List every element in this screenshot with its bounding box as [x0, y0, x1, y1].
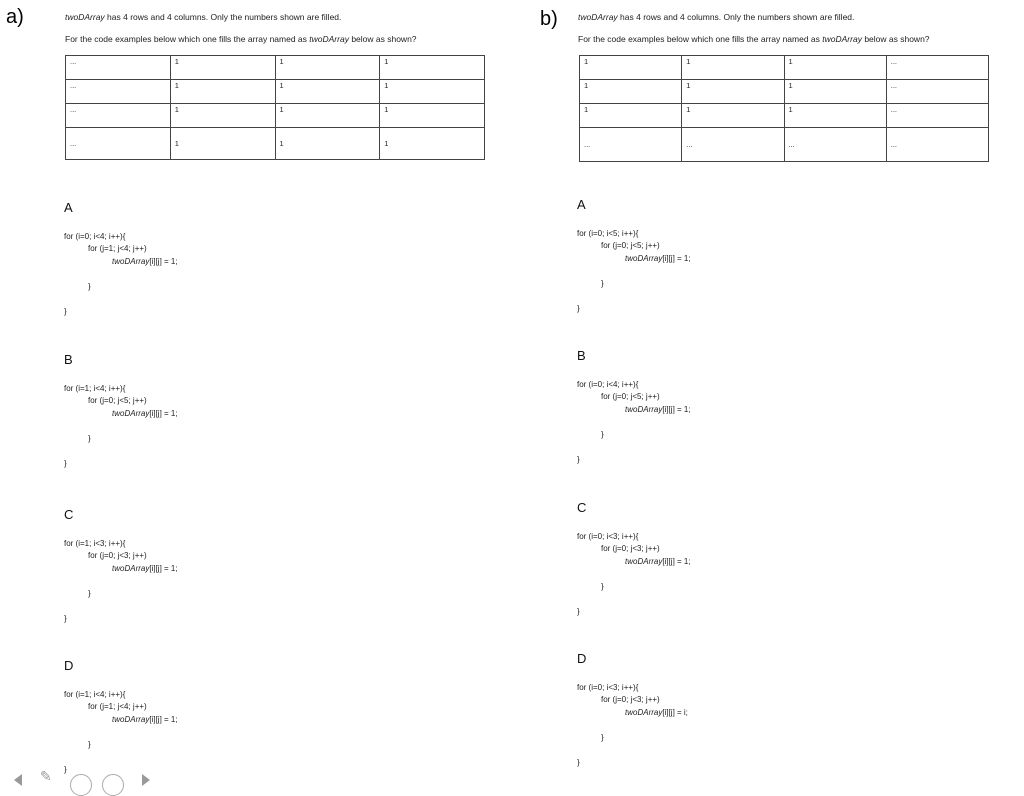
assignment-text: [i][j] = 1; — [149, 409, 178, 418]
option-letter: C — [577, 500, 587, 515]
table-cell: 1 — [275, 56, 380, 80]
table-cell: 1 — [275, 104, 380, 128]
inner-loop-line: for (j=0; j<3; j++) — [88, 551, 147, 560]
assignment-line — [625, 708, 688, 717]
variable-name: twoDArray — [625, 557, 663, 566]
table-row — [66, 56, 485, 80]
outer-loop-line: for (i=0; i<4; i++){ — [64, 232, 126, 241]
table-cell: 1 — [170, 128, 275, 160]
next-arrow-icon[interactable] — [142, 774, 150, 786]
table-row — [580, 128, 989, 162]
table-cell: ... — [886, 80, 988, 104]
table-cell: ... — [682, 128, 784, 162]
table-cell: 1 — [580, 80, 682, 104]
pen-icon[interactable]: ✎ — [40, 768, 52, 784]
option-letter: D — [577, 651, 587, 666]
panel-b-question-line1 — [578, 12, 854, 22]
table-cell: 1 — [380, 128, 485, 160]
variable-name: twoDArray — [65, 12, 105, 22]
assignment-line — [112, 564, 178, 573]
table-cell: 1 — [784, 80, 886, 104]
table-cell: 1 — [380, 80, 485, 104]
outer-closing-brace: } — [64, 614, 67, 623]
outer-loop-line: for (i=0; i<5; i++){ — [577, 229, 639, 238]
question-text: below as shown? — [348, 34, 417, 44]
variable-name: twoDArray — [112, 715, 150, 724]
table-cell: ... — [580, 128, 682, 162]
panel-a-question-line2 — [65, 34, 417, 44]
assignment-text: [i][j] = 1; — [662, 254, 691, 263]
table-row — [66, 104, 485, 128]
assignment-text: [i][j] = 1; — [662, 405, 691, 414]
panel-a-question-line1 — [65, 12, 341, 22]
outer-closing-brace: } — [577, 607, 580, 616]
option-letter: B — [64, 352, 73, 367]
table-cell: 1 — [380, 104, 485, 128]
table-cell: ... — [886, 128, 988, 162]
previous-arrow-icon[interactable] — [14, 774, 22, 786]
option-letter: D — [64, 658, 74, 673]
panel-b-array-table — [579, 55, 989, 162]
inner-closing-brace: } — [88, 740, 91, 749]
assignment-text: [i][j] = 1; — [662, 557, 691, 566]
table-cell: 1 — [380, 56, 485, 80]
variable-name: twoDArray — [309, 34, 349, 44]
variable-name: twoDArray — [625, 254, 663, 263]
table-row — [580, 56, 989, 80]
zoom-icon[interactable] — [70, 774, 92, 796]
table-cell: 1 — [170, 56, 275, 80]
table-cell: 1 — [682, 104, 784, 128]
question-text: has 4 rows and 4 columns. Only the numbers shown are filled. — [617, 12, 855, 22]
assignment-line — [625, 405, 691, 414]
table-cell: ... — [886, 56, 988, 80]
outer-loop-line: for (i=0; i<3; i++){ — [577, 683, 639, 692]
table-cell: 1 — [682, 56, 784, 80]
menu-icon[interactable] — [102, 774, 124, 796]
table-row — [66, 128, 485, 160]
table-cell: ... — [66, 128, 171, 160]
table-row — [580, 80, 989, 104]
inner-closing-brace: } — [601, 582, 604, 591]
table-cell: 1 — [170, 80, 275, 104]
inner-loop-line: for (j=1; j<4; j++) — [88, 244, 147, 253]
table-cell: 1 — [784, 56, 886, 80]
variable-name: twoDArray — [625, 405, 663, 414]
option-letter: A — [577, 197, 586, 212]
table-cell: 1 — [580, 104, 682, 128]
outer-loop-line: for (i=0; i<4; i++){ — [577, 380, 639, 389]
slide-nav-controls — [14, 764, 164, 784]
table-cell: ... — [886, 104, 988, 128]
table-cell: ... — [66, 56, 171, 80]
table-cell: 1 — [275, 128, 380, 160]
option-letter: C — [64, 507, 74, 522]
panel-b-label: b) — [540, 8, 558, 30]
table-cell: 1 — [682, 80, 784, 104]
panel-a — [0, 0, 512, 784]
inner-loop-line: for (j=1; j<4; j++) — [88, 702, 147, 711]
question-text: has 4 rows and 4 columns. Only the numbers shown are filled. — [104, 12, 342, 22]
inner-loop-line: for (j=0; j<3; j++) — [601, 544, 660, 553]
table-cell: ... — [66, 104, 171, 128]
variable-name: twoDArray — [625, 708, 663, 717]
table-cell: 1 — [275, 80, 380, 104]
table-cell: 1 — [580, 56, 682, 80]
inner-loop-line: for (j=0; j<5; j++) — [88, 396, 147, 405]
question-text: For the code examples below which one fills the array named as — [578, 34, 823, 44]
panel-a-label: a) — [6, 6, 24, 28]
outer-closing-brace: } — [64, 765, 67, 774]
outer-closing-brace: } — [577, 304, 580, 313]
inner-loop-line: for (j=0; j<5; j++) — [601, 392, 660, 401]
assignment-line — [112, 715, 178, 724]
variable-name: twoDArray — [578, 12, 618, 22]
outer-loop-line: for (i=1; i<3; i++){ — [64, 539, 126, 548]
inner-closing-brace: } — [88, 589, 91, 598]
assignment-text: [i][j] = i; — [662, 708, 688, 717]
inner-closing-brace: } — [601, 733, 604, 742]
variable-name: twoDArray — [112, 409, 150, 418]
table-row — [66, 80, 485, 104]
question-text: For the code examples below which one fills the array named as — [65, 34, 310, 44]
assignment-line — [625, 557, 691, 566]
inner-closing-brace: } — [88, 434, 91, 443]
variable-name: twoDArray — [112, 564, 150, 573]
inner-closing-brace: } — [88, 282, 91, 291]
inner-loop-line: for (j=0; j<3; j++) — [601, 695, 660, 704]
outer-closing-brace: } — [577, 455, 580, 464]
outer-closing-brace: } — [64, 459, 67, 468]
assignment-text: [i][j] = 1; — [149, 257, 178, 266]
panel-b — [520, 0, 1024, 784]
assignment-text: [i][j] = 1; — [149, 564, 178, 573]
table-cell: ... — [66, 80, 171, 104]
option-letter: B — [577, 348, 586, 363]
variable-name: twoDArray — [112, 257, 150, 266]
variable-name: twoDArray — [822, 34, 862, 44]
inner-closing-brace: } — [601, 279, 604, 288]
table-row — [580, 104, 989, 128]
question-text: below as shown? — [861, 34, 930, 44]
assignment-text: [i][j] = 1; — [149, 715, 178, 724]
outer-closing-brace: } — [64, 307, 67, 316]
assignment-line — [112, 409, 178, 418]
outer-closing-brace: } — [577, 758, 580, 767]
inner-loop-line: for (j=0; j<5; j++) — [601, 241, 660, 250]
assignment-line — [625, 254, 691, 263]
outer-loop-line: for (i=0; i<3; i++){ — [577, 532, 639, 541]
panel-a-array-table — [65, 55, 485, 160]
table-cell: ... — [784, 128, 886, 162]
option-letter: A — [64, 200, 73, 215]
assignment-line — [112, 257, 178, 266]
inner-closing-brace: } — [601, 430, 604, 439]
outer-loop-line: for (i=1; i<4; i++){ — [64, 690, 126, 699]
outer-loop-line: for (i=1; i<4; i++){ — [64, 384, 126, 393]
panel-b-question-line2 — [578, 34, 930, 44]
table-cell: 1 — [784, 104, 886, 128]
table-cell: 1 — [170, 104, 275, 128]
